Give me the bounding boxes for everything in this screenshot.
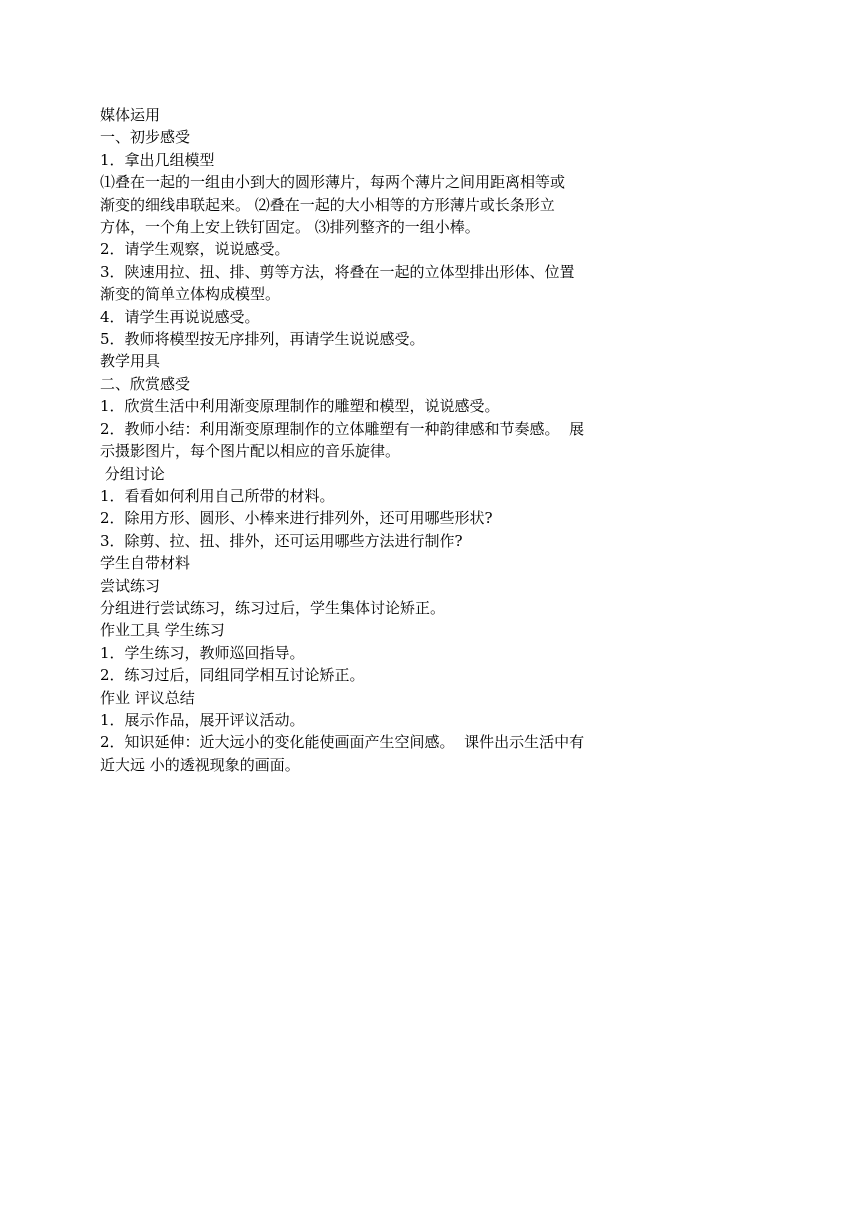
heading-trial-practice: 尝试练习 (100, 576, 161, 595)
step-show-works: 1．展示作品，展开评议活动。 (100, 710, 305, 729)
step-random-arrangement: 5．教师将模型按无序排列，再请学生说说感受。 (100, 330, 425, 349)
section-heading-initial-perception: 一、初步感受 (100, 128, 191, 147)
heading-homework-tools: 作业工具 学生练习 (100, 621, 225, 640)
step-other-shapes: 2．除用方形、圆形、小棒来进行排列外，还可用哪些形状? (100, 509, 493, 528)
step-take-out-models: 1．拿出几组模型 (100, 150, 215, 169)
step-teacher-summary: 2．教师小结：利用渐变原理制作的立体雕塑有一种韵律感和节奏感。 展 (100, 419, 585, 438)
step-knowledge-extension: 2．知识延伸：近大远小的变化能使画面产生空间感。 课件出示生活中有 (100, 733, 585, 752)
step-student-practice: 1．学生练习，教师巡回指导。 (100, 643, 305, 662)
step-other-methods: 3．除剪、拉、扭、排外，还可运用哪些方法进行制作? (100, 531, 463, 550)
heading-homework-review: 作业 评议总结 (100, 688, 195, 707)
paragraph-line: 方体，一个角上安上铁钉固定。 ⑶排列整齐的一组小棒。 (100, 218, 480, 237)
paragraph-line: 近大远 小的透视现象的画面。 (100, 755, 300, 774)
step-observe: 2．请学生观察，说说感受。 (100, 240, 290, 259)
step-use-materials: 1．看看如何利用自己所带的材料。 (100, 486, 335, 505)
step-peer-correction: 2．练习过后，同组同学相互讨论矫正。 (100, 666, 365, 685)
heading-group-discussion: 分组讨论 (100, 464, 165, 483)
heading-media-usage: 媒体运用 (100, 106, 161, 124)
paragraph-line: 渐变的细线串联起来。 ⑵叠在一起的大小相等的方形薄片或长条形立 (100, 195, 555, 214)
step-feel-again: 4．请学生再说说感受。 (100, 307, 260, 326)
document-body (100, 104, 660, 776)
step-arrange-models: 3．陕速用拉、扭、排、剪等方法，将叠在一起的立体型排出形体、位置 (100, 262, 575, 281)
paragraph-group-practice: 分组进行尝试练习，练习过后，学生集体讨论矫正。 (100, 598, 446, 617)
heading-teaching-tools: 教学用具 (100, 352, 161, 371)
heading-student-materials: 学生自带材料 (100, 554, 191, 573)
paragraph-line: ⑴叠在一起的一组由小到大的圆形薄片，每两个薄片之间用距离相等或 (100, 173, 566, 192)
paragraph-line: 示摄影图片，每个图片配以相应的音乐旋律。 (100, 442, 401, 461)
paragraph-line: 渐变的简单立体构成模型。 (100, 285, 281, 304)
section-heading-appreciation: 二、欣赏感受 (100, 374, 191, 393)
step-appreciate-sculptures: 1．欣赏生活中利用渐变原理制作的雕塑和模型，说说感受。 (100, 397, 500, 416)
